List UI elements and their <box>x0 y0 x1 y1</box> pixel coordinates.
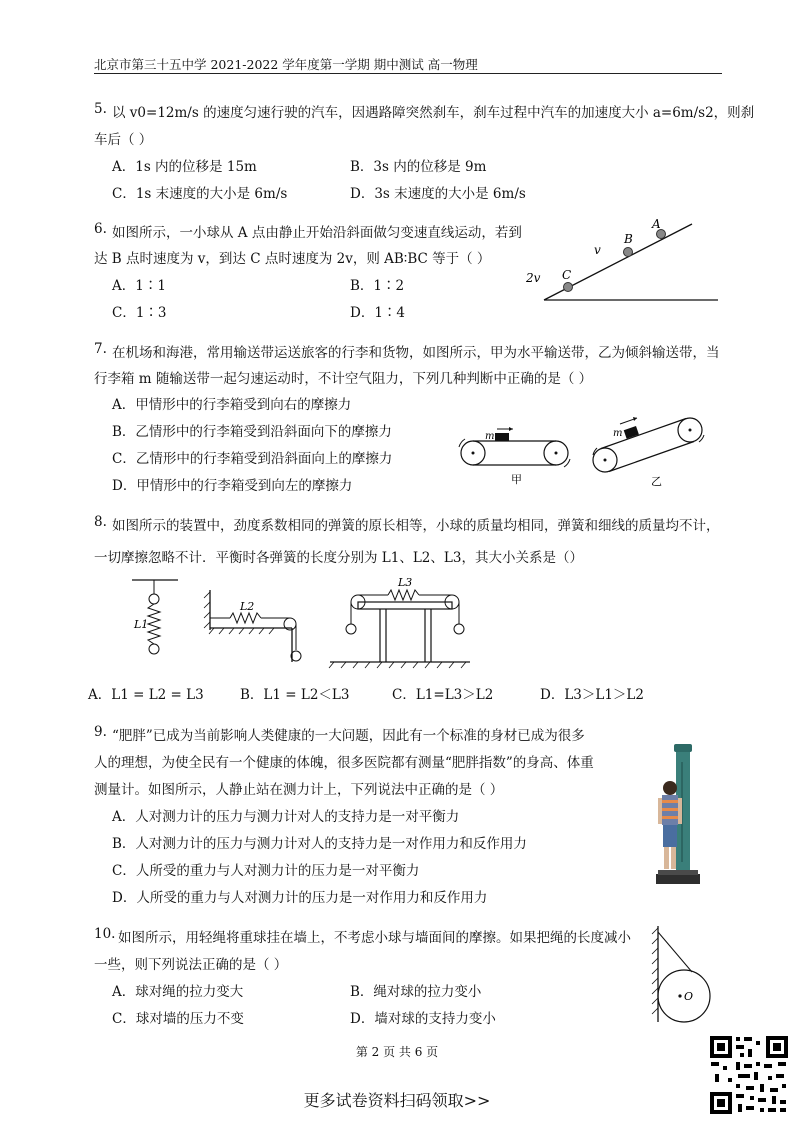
svg-text:m: m <box>613 428 623 439</box>
svg-text:m: m <box>485 431 495 442</box>
q6-option-a[interactable]: A．1∶1 <box>112 278 166 294</box>
q7-option-d[interactable]: D．甲情形中的行李箱受到向左的摩擦力 <box>112 478 353 494</box>
q10-number: 10. <box>94 926 116 942</box>
q7-conveyor-figure <box>455 405 720 490</box>
q5-stem-line1: 以 v0=12m/s 的速度匀速行驶的汽车，因遇路障突然刹车，刹车过程中汽车的加速度大小 a=6m/s2，则刹 <box>112 105 755 121</box>
label-2v: 2v <box>526 271 541 285</box>
q9-option-b[interactable]: B．人对测力计的压力与测力计对人的支持力是一对作用力和反作用力 <box>112 836 527 852</box>
q10-wall-ball-figure <box>648 924 728 1024</box>
q6-stem-line2: 达 B 点时速度为 v，到达 C 点时速度为 2v，则 AB∶BC 等于（ ） <box>94 251 491 267</box>
label-a: A <box>652 217 661 231</box>
q8-stem-line2: 一切摩擦忽略不计．平衡时各弹簧的长度分别为 L1、L2、L3，其大小关系是（） <box>94 550 583 566</box>
q8-option-b[interactable]: B．L1 = L2＜L3 <box>240 687 350 703</box>
svg-text:L1: L1 <box>134 618 149 631</box>
q5-option-c[interactable]: C．1s 末速度的大小是 6m/s <box>112 186 288 202</box>
exam-header: 北京市第三十五中学 2021-2022 学年度第一学期 期中测试 高一物理 <box>94 57 478 72</box>
q6-option-c[interactable]: C．1∶3 <box>112 305 167 321</box>
q6-incline-figure <box>520 212 720 307</box>
q9-option-c[interactable]: C．人所受的重力与人对测力计的压力是一对平衡力 <box>112 863 420 879</box>
promo-text[interactable]: 更多试卷资料扫码领取>> <box>303 1091 491 1110</box>
luggage-yi <box>624 426 639 439</box>
label-b: B <box>624 232 633 246</box>
q7-number: 7. <box>94 341 107 357</box>
q10-option-d[interactable]: D．墙对球的支持力变小 <box>350 1011 496 1027</box>
q9-stem-line1: “肥胖”已成为当前影响人类健康的一大问题，因此有一个标准的身材已成为很多 <box>112 728 585 744</box>
luggage-jia <box>495 433 509 441</box>
svg-text:乙: 乙 <box>651 475 662 488</box>
q8-option-a[interactable]: A．L1 = L2 = L3 <box>88 687 204 703</box>
page-number: 第 2 页 共 6 页 <box>355 1045 439 1059</box>
svg-text:L2: L2 <box>240 600 255 613</box>
q8-stem-line1: 如图所示的装置中，劲度系数相同的弹簧的原长相等，小球的质量均相同，弹簧和细线的质量均不计， <box>112 518 720 534</box>
q9-option-d[interactable]: D．人所受的重力与人对测力计的压力是一对作用力和反作用力 <box>112 890 488 906</box>
q5-option-a[interactable]: A．1s 内的位移是 15m <box>112 159 257 175</box>
q7-stem-line1: 在机场和海港，常用输送带运送旅客的行李和货物，如图所示，甲为水平输送带，乙为倾斜输送带，当 <box>112 345 720 361</box>
header-divider <box>94 73 722 74</box>
q8-option-c[interactable]: C．L1=L3＞L2 <box>392 687 494 703</box>
q10-option-c[interactable]: C．球对墙的压力不变 <box>112 1011 244 1027</box>
q7-stem-line2: 行李箱 m 随输送带一起匀速运动时，不计空气阻力，下列几种判断中正确的是（ ） <box>94 371 593 387</box>
q10-stem-line1: 如图所示，用轻绳将重球挂在墙上，不考虑小球与墙面间的摩擦。如果把绳的长度减小 <box>118 930 631 946</box>
q6-number: 6. <box>94 221 107 237</box>
q5-number: 5. <box>94 101 107 117</box>
q6-option-b[interactable]: B．1∶2 <box>350 278 405 294</box>
q5-stem-line2: 车后（ ） <box>94 132 153 148</box>
label-v: v <box>594 243 601 257</box>
qr-code-icon[interactable] <box>708 1034 790 1116</box>
q7-option-c[interactable]: C．乙情形中的行李箱受到沿斜面向上的摩擦力 <box>112 451 393 467</box>
q7-option-a[interactable]: A．甲情形中的行李箱受到向右的摩擦力 <box>112 397 352 413</box>
inclined-conveyor <box>593 417 704 488</box>
horizontal-conveyor <box>459 427 570 486</box>
svg-text:L3: L3 <box>398 576 413 589</box>
svg-text:甲: 甲 <box>511 473 522 486</box>
q5-option-d[interactable]: D．3s 末速度的大小是 6m/s <box>350 186 526 202</box>
q7-option-b[interactable]: B．乙情形中的行李箱受到沿斜面向下的摩擦力 <box>112 424 392 440</box>
ball-c <box>564 283 573 292</box>
q10-option-b[interactable]: B．绳对球的拉力变小 <box>350 984 482 1000</box>
q9-stem-line2: 人的理想，为使全民有一个健康的体魄，很多医院都有测量“肥胖指数”的身高、体重 <box>94 755 594 771</box>
q8-spring-figure <box>120 572 640 672</box>
q8-number: 8. <box>94 514 107 530</box>
q9-number: 9. <box>94 724 107 740</box>
q10-option-a[interactable]: A．球对绳的拉力变大 <box>112 984 244 1000</box>
q10-stem-line2: 一些，则下列说法正确的是（ ） <box>94 957 288 973</box>
svg-text:O: O <box>684 990 694 1003</box>
q5-option-b[interactable]: B．3s 内的位移是 9m <box>350 159 487 175</box>
q9-stem-line3: 测量计。如图所示，人静止站在测力计上，下列说法中正确的是（ ） <box>94 782 504 798</box>
q6-option-d[interactable]: D．1∶4 <box>350 305 406 321</box>
ball-b <box>624 248 633 257</box>
q8-option-d[interactable]: D．L3＞L1＞L2 <box>540 687 644 703</box>
q9-option-a[interactable]: A．人对测力计的压力与测力计对人的支持力是一对平衡力 <box>112 809 460 825</box>
q9-height-scale-photo <box>648 742 740 892</box>
label-c: C <box>562 268 572 282</box>
q6-stem-line1: 如图所示，一小球从 A 点由静止开始沿斜面做匀变速直线运动，若到 <box>112 225 522 241</box>
